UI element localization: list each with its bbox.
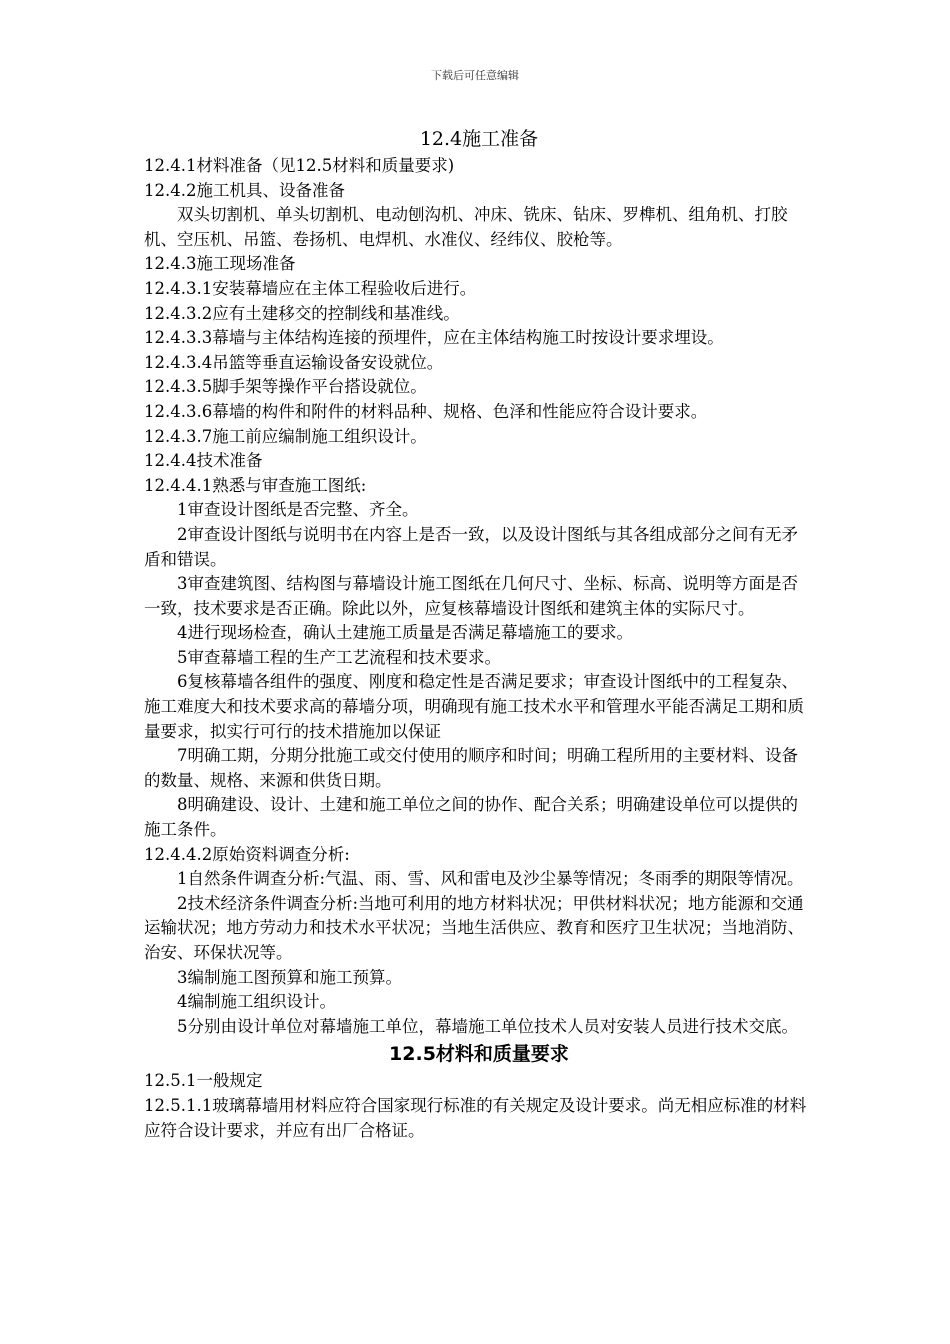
paragraph: 12.4.3.2应有土建移交的控制线和基准线。	[144, 303, 460, 323]
paragraph: 2技术经济条件调查分析:当地可利用的地方材料状况；甲供材料状况；地方能源和交通运输状况；地方劳动力和技术水平状况；当地生活供应、教育和医疗卫生状况；当地消防、治安、环保状况等。	[144, 893, 804, 962]
section-title-12-5: 12.5材料和质量要求	[389, 1043, 569, 1066]
section-title-12-4: 12.4施工准备	[419, 128, 539, 150]
paragraph: 12.4.1材料准备（见12.5材料和质量要求)	[144, 156, 455, 175]
paragraph: 12.4.3.4吊篮等垂直运输设备安设就位。	[144, 352, 444, 372]
paragraph: 6复核幕墙各组件的强度、刚度和稳定性是否满足要求；审查设计图纸中的工程复杂、施工难度大和技术要求高的幕墙分项，明确现有施工技术水平和管理水平能否满足工期和质量要求，拟实行可行的技术措施加以保证	[144, 672, 804, 741]
paragraph: 12.4.3.3幕墙与主体结构连接的预埋件，应在主体结构施工时按设计要求埋设。	[144, 328, 724, 348]
paragraph: 12.4.4技术准备	[144, 451, 263, 471]
paragraph: 4进行现场检查，确认土建施工质量是否满足幕墙施工的要求。	[177, 623, 633, 643]
paragraph: 12.4.3.5脚手架等操作平台搭设就位。	[144, 377, 427, 397]
paragraph: 8明确建设、设计、土建和施工单位之间的协作、配合关系；明确建设单位可以提供的施工条件。	[144, 795, 798, 840]
paragraph: 12.5.1一般规定	[144, 1071, 263, 1091]
paragraph: 1自然条件调查分析:气温、雨、雪、风和雷电及沙尘暴等情况；冬雨季的期限等情况。	[177, 869, 804, 889]
paragraph: 5审查幕墙工程的生产工艺流程和技术要求。	[177, 647, 501, 667]
page-header: 下载后可任意编辑	[431, 69, 519, 82]
paragraph: 5分别由设计单位对幕墙施工单位，幕墙施工单位技术人员对安装人员进行技术交底。	[177, 1016, 798, 1036]
document-body	[144, 124, 814, 1143]
paragraph: 7明确工期，分期分批施工或交付使用的顺序和时间；明确工程所用的主要材料、设备的数量、规格、来源和供货日期。	[144, 746, 798, 790]
paragraph: 1审查设计图纸是否完整、齐全。	[177, 500, 419, 520]
paragraph: 12.4.3.1安装幕墙应在主体工程验收后进行。	[144, 278, 477, 298]
paragraph: 3审查建筑图、结构图与幕墙设计施工图纸在几何尺寸、坐标、标高、说明等方面是否一致，技术要求是否正确。除此以外，应复核幕墙设计图纸和建筑主体的实际尺寸。	[144, 574, 798, 618]
paragraph: 12.4.3.6幕墙的构件和附件的材料品种、规格、色泽和性能应符合设计要求。	[144, 401, 708, 421]
paragraph: 12.4.3施工现场准备	[144, 254, 296, 274]
paragraph: 4编制施工组织设计。	[177, 992, 336, 1012]
paragraph: 3编制施工图预算和施工预算。	[177, 967, 402, 987]
paragraph: 2审查设计图纸与说明书在内容上是否一致，以及设计图纸与其各组成部分之间有无矛盾和错误。	[144, 524, 798, 569]
paragraph: 12.4.4.2原始资料调查分析:	[144, 844, 350, 864]
paragraph: 12.5.1.1玻璃幕墙用材料应符合国家现行标准的有关规定及设计要求。尚无相应标准的材料应符合设计要求，并应有出厂合格证。	[144, 1095, 807, 1140]
paragraph: 12.4.3.7施工前应编制施工组织设计。	[144, 426, 427, 446]
paragraph: 双头切割机、单头切割机、电动刨沟机、冲床、铣床、钻床、罗榫机、组角机、打胶机、空压机、吊篮、卷扬机、电焊机、水准仪、经纬仪、胶枪等。	[144, 205, 788, 249]
paragraph: 12.4.4.1熟悉与审查施工图纸:	[144, 475, 367, 495]
paragraph: 12.4.2施工机具、设备准备	[144, 180, 345, 200]
